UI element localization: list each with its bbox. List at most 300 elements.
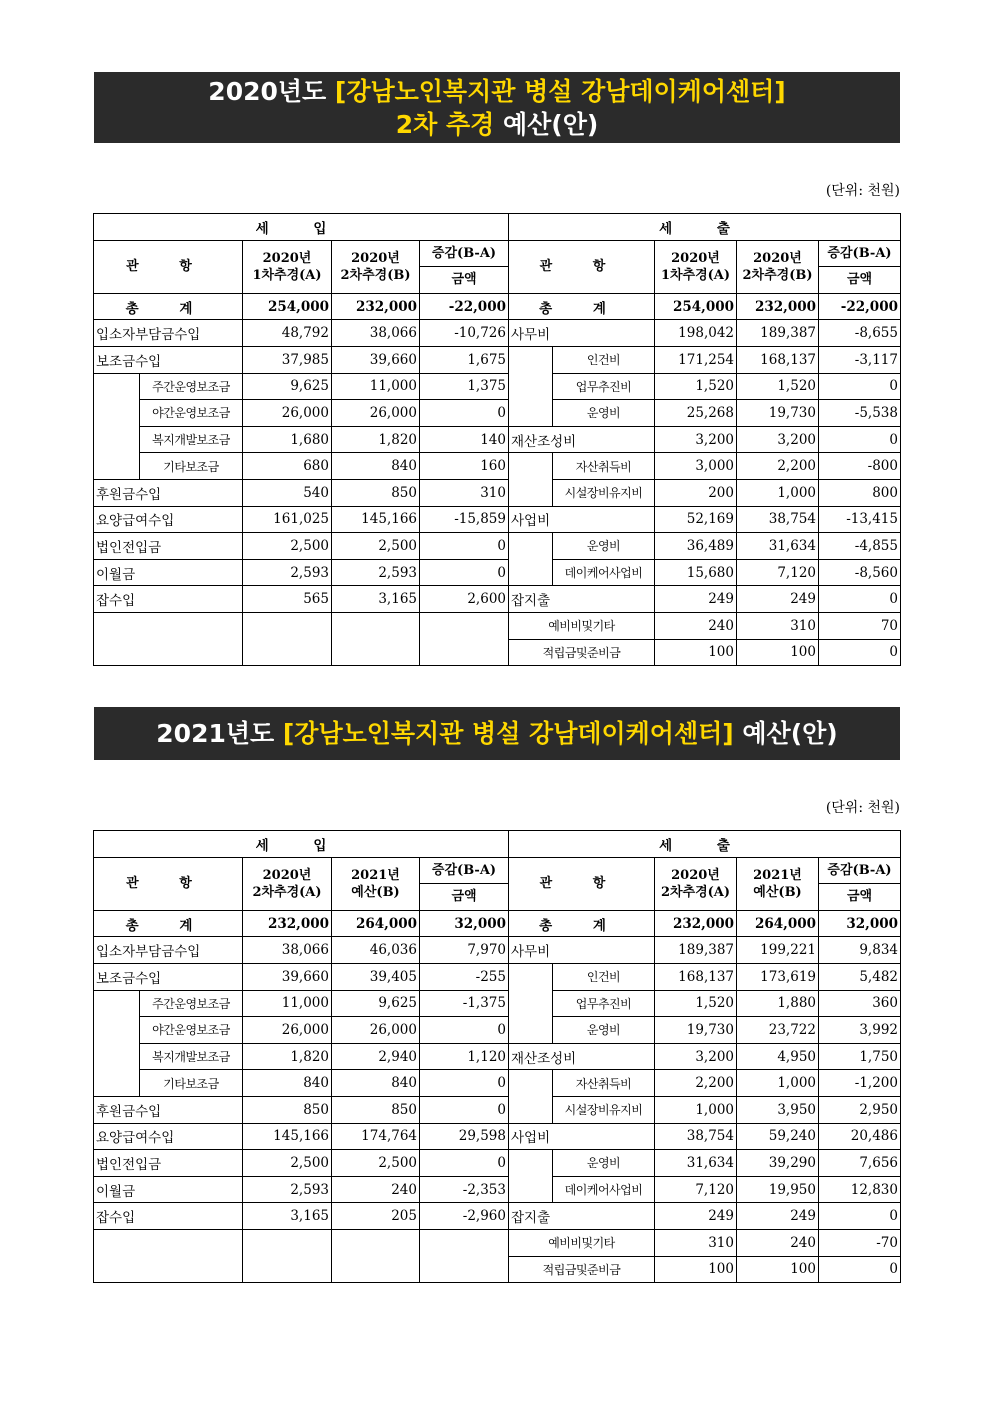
expense-total-diff: 32,000 [819, 910, 901, 937]
expense-value-diff: 360 [819, 990, 901, 1017]
expense-subitem-label: 업무추진비 [553, 990, 655, 1017]
table-row [94, 426, 901, 453]
table-row [94, 373, 901, 400]
expense-section-header: 세 출 [509, 831, 901, 858]
expense-item-label: 사무비 [509, 937, 655, 964]
expense-total-diff: -22,000 [819, 293, 901, 320]
income-item-label: 법인전입금 [94, 1150, 243, 1177]
expense-value-b: 1,520 [737, 373, 819, 400]
income-value-a: 840 [243, 1070, 332, 1097]
income-value-diff: 0 [420, 1017, 509, 1044]
title-suffix: 예산(안) [494, 110, 599, 139]
indent-cell [509, 963, 553, 990]
title-year: 2021년도 [156, 719, 283, 748]
income-item-label: 보조금수입 [94, 963, 243, 990]
title-line-1 [94, 75, 900, 108]
indent-cell [509, 533, 553, 560]
title-revision: 2차 추경 [395, 110, 495, 139]
income-value-b: 2,940 [332, 1043, 420, 1070]
expense-item-label: 사무비 [509, 320, 655, 347]
expense-subitem-label: 운영비 [553, 533, 655, 560]
expense-value-a: 189,387 [655, 937, 737, 964]
table-row [94, 346, 901, 373]
expense-col-b-header: 2021년 예산(B) [737, 857, 819, 910]
income-amount-header: 금액 [420, 884, 509, 911]
expense-value-b: 2,200 [737, 453, 819, 480]
expense-subitem-label: 인건비 [553, 963, 655, 990]
expense-category-header: 관 항 [509, 240, 655, 293]
expense-value-diff: 9,834 [819, 937, 901, 964]
expense-col-a-header: 2020년 1차추경(A) [655, 240, 737, 293]
expense-item-label: 잡지출 [509, 1203, 655, 1230]
title-org: [강남노인복지관 병설 강남데이케어센터] [334, 77, 786, 106]
expense-subitem-label: 자산취득비 [553, 453, 655, 480]
income-value-b: 850 [332, 1096, 420, 1123]
expense-value-a: 1,520 [655, 373, 737, 400]
expense-value-a: 240 [655, 612, 737, 639]
expense-subitem-label: 시설장비유지비 [553, 1096, 655, 1123]
income-value-a: 540 [243, 479, 332, 506]
indent-cell [509, 1176, 553, 1203]
expense-total-a: 232,000 [655, 910, 737, 937]
expense-section-header: 세 출 [509, 214, 901, 241]
expense-total-b: 264,000 [737, 910, 819, 937]
indent-cell [94, 1070, 140, 1097]
income-item-label: 잡수입 [94, 586, 243, 613]
expense-col-a-header: 2020년 2차추경(A) [655, 857, 737, 910]
table-row [94, 1043, 901, 1070]
empty-cell [420, 612, 509, 665]
title-year: 2020년도 [208, 77, 335, 106]
income-total-b: 232,000 [332, 293, 420, 320]
income-value-a: 3,165 [243, 1203, 332, 1230]
expense-value-b: 31,634 [737, 533, 819, 560]
expense-item-label: 재산조성비 [509, 1043, 655, 1070]
expense-value-a: 100 [655, 1256, 737, 1283]
expense-total-b: 232,000 [737, 293, 819, 320]
income-subitem-label: 야간운영보조금 [140, 400, 243, 427]
income-value-a: 38,066 [243, 937, 332, 964]
expense-value-diff: -70 [819, 1229, 901, 1256]
indent-cell [509, 479, 553, 506]
expense-value-a: 3,200 [655, 1043, 737, 1070]
income-total-diff: -22,000 [420, 293, 509, 320]
expense-value-a: 1,520 [655, 990, 737, 1017]
income-value-diff: 160 [420, 453, 509, 480]
expense-total-a: 254,000 [655, 293, 737, 320]
income-subitem-label: 야간운영보조금 [140, 1017, 243, 1044]
income-diff-header: 증감(B-A) [420, 240, 509, 267]
expense-value-diff: 800 [819, 479, 901, 506]
expense-category-header: 관 항 [509, 857, 655, 910]
expense-subitem-label: 업무추진비 [553, 373, 655, 400]
table-row [94, 963, 901, 990]
expense-value-b: 1,000 [737, 479, 819, 506]
expense-value-b: 3,200 [737, 426, 819, 453]
expense-value-diff: 5,482 [819, 963, 901, 990]
expense-value-a: 310 [655, 1229, 737, 1256]
empty-cell [332, 1229, 420, 1282]
table-row [94, 1096, 901, 1123]
indent-cell [94, 400, 140, 427]
expense-value-b: 23,722 [737, 1017, 819, 1044]
income-value-a: 9,625 [243, 373, 332, 400]
expense-value-a: 200 [655, 479, 737, 506]
budget-2020-title-banner [94, 72, 900, 143]
expense-value-a: 36,489 [655, 533, 737, 560]
title-org: [강남노인복지관 병설 강남데이케어센터] [282, 719, 734, 748]
income-value-b: 145,166 [332, 506, 420, 533]
budget-table-2021 [93, 830, 901, 1283]
table-row [94, 479, 901, 506]
income-value-b: 26,000 [332, 400, 420, 427]
expense-value-b: 7,120 [737, 559, 819, 586]
income-value-b: 850 [332, 479, 420, 506]
income-item-label: 이월금 [94, 559, 243, 586]
expense-value-b: 3,950 [737, 1096, 819, 1123]
income-value-b: 38,066 [332, 320, 420, 347]
expense-amount-header: 금액 [819, 884, 901, 911]
expense-value-diff: -5,538 [819, 400, 901, 427]
empty-cell [332, 612, 420, 665]
table-row [94, 1203, 901, 1230]
expense-value-diff: 0 [819, 1256, 901, 1283]
budget-2021-title-banner [94, 707, 900, 760]
income-value-diff: 1,375 [420, 373, 509, 400]
expense-value-b: 249 [737, 586, 819, 613]
income-value-b: 39,405 [332, 963, 420, 990]
expense-value-a: 100 [655, 639, 737, 666]
expense-value-b: 189,387 [737, 320, 819, 347]
total-row [94, 293, 901, 320]
budget-table-2020 [93, 213, 901, 666]
expense-value-diff: -8,655 [819, 320, 901, 347]
expense-value-a: 168,137 [655, 963, 737, 990]
income-item-label: 이월금 [94, 1176, 243, 1203]
table-row [94, 453, 901, 480]
income-item-label: 요양급여수입 [94, 1123, 243, 1150]
indent-cell [509, 1096, 553, 1123]
expense-item-label: 적립금및준비금 [509, 1256, 655, 1283]
expense-value-b: 310 [737, 612, 819, 639]
income-value-b: 840 [332, 453, 420, 480]
income-value-b: 9,625 [332, 990, 420, 1017]
expense-diff-header: 증감(B-A) [819, 240, 901, 267]
income-item-label: 입소자부담금수입 [94, 937, 243, 964]
indent-cell [94, 990, 140, 1017]
expense-value-diff: 20,486 [819, 1123, 901, 1150]
expense-value-diff: 0 [819, 586, 901, 613]
indent-cell [509, 559, 553, 586]
title-suffix: 예산(안) [733, 719, 838, 748]
expense-value-a: 3,000 [655, 453, 737, 480]
table-row [94, 559, 901, 586]
expense-item-label: 잡지출 [509, 586, 655, 613]
income-col-b-header: 2020년 2차추경(B) [332, 240, 420, 293]
empty-cell [420, 1229, 509, 1282]
expense-value-diff: -800 [819, 453, 901, 480]
expense-value-b: 100 [737, 639, 819, 666]
expense-subitem-label: 데이케어사업비 [553, 559, 655, 586]
indent-cell [94, 1043, 140, 1070]
income-total-label: 총 계 [94, 910, 243, 937]
income-value-a: 48,792 [243, 320, 332, 347]
expense-value-a: 1,000 [655, 1096, 737, 1123]
expense-value-diff: 12,830 [819, 1176, 901, 1203]
income-value-a: 11,000 [243, 990, 332, 1017]
table-row [94, 1176, 901, 1203]
income-category-header: 관 항 [94, 857, 243, 910]
income-category-header: 관 항 [94, 240, 243, 293]
expense-value-diff: -1,200 [819, 1070, 901, 1097]
indent-cell [509, 1070, 553, 1097]
expense-value-diff: 0 [819, 426, 901, 453]
expense-value-a: 25,268 [655, 400, 737, 427]
expense-value-a: 198,042 [655, 320, 737, 347]
expense-subitem-label: 운영비 [553, 1150, 655, 1177]
expense-value-b: 19,730 [737, 400, 819, 427]
income-subitem-label: 복지개발보조금 [140, 1043, 243, 1070]
income-subitem-label: 기타보조금 [140, 1070, 243, 1097]
expense-item-label: 적립금및준비금 [509, 639, 655, 666]
indent-cell [509, 990, 553, 1017]
income-value-b: 840 [332, 1070, 420, 1097]
expense-value-b: 168,137 [737, 346, 819, 373]
table-row [94, 1123, 901, 1150]
income-item-label: 후원금수입 [94, 479, 243, 506]
income-value-diff: 29,598 [420, 1123, 509, 1150]
income-value-a: 850 [243, 1096, 332, 1123]
income-value-a: 2,593 [243, 1176, 332, 1203]
income-total-b: 264,000 [332, 910, 420, 937]
expense-value-diff: 3,992 [819, 1017, 901, 1044]
expense-value-a: 19,730 [655, 1017, 737, 1044]
income-value-a: 565 [243, 586, 332, 613]
income-value-a: 1,680 [243, 426, 332, 453]
expense-value-diff: 1,750 [819, 1043, 901, 1070]
income-value-b: 2,500 [332, 1150, 420, 1177]
expense-value-b: 249 [737, 1203, 819, 1230]
income-value-b: 39,660 [332, 346, 420, 373]
income-value-a: 2,500 [243, 533, 332, 560]
income-total-a: 232,000 [243, 910, 332, 937]
expense-item-label: 사업비 [509, 1123, 655, 1150]
empty-cell [243, 612, 332, 665]
income-value-b: 26,000 [332, 1017, 420, 1044]
income-col-a-header: 2020년 1차추경(A) [243, 240, 332, 293]
expense-value-diff: 0 [819, 639, 901, 666]
expense-value-diff: -4,855 [819, 533, 901, 560]
income-value-diff: 0 [420, 400, 509, 427]
expense-value-b: 240 [737, 1229, 819, 1256]
unit-label: (단위: 천원) [825, 800, 900, 816]
income-value-diff: -2,353 [420, 1176, 509, 1203]
income-value-b: 2,500 [332, 533, 420, 560]
income-value-diff: 2,600 [420, 586, 509, 613]
table-row [94, 320, 901, 347]
table-row [94, 990, 901, 1017]
column-header-row [94, 857, 901, 884]
income-value-diff: 0 [420, 1070, 509, 1097]
indent-cell [509, 1150, 553, 1177]
title-line-2 [94, 108, 900, 141]
expense-value-a: 52,169 [655, 506, 737, 533]
income-item-label: 잡수입 [94, 1203, 243, 1230]
expense-col-b-header: 2020년 2차추경(B) [737, 240, 819, 293]
expense-value-b: 199,221 [737, 937, 819, 964]
expense-value-a: 249 [655, 586, 737, 613]
income-value-diff: 7,970 [420, 937, 509, 964]
income-value-diff: -2,960 [420, 1203, 509, 1230]
income-col-b-header: 2021년 예산(B) [332, 857, 420, 910]
income-value-b: 174,764 [332, 1123, 420, 1150]
table-row [94, 1229, 901, 1256]
expense-total-label: 총 계 [509, 910, 655, 937]
indent-cell [94, 1017, 140, 1044]
expense-value-b: 39,290 [737, 1150, 819, 1177]
income-value-a: 26,000 [243, 400, 332, 427]
expense-value-a: 2,200 [655, 1070, 737, 1097]
indent-cell [509, 400, 553, 427]
income-subitem-label: 주간운영보조금 [140, 373, 243, 400]
expense-value-b: 173,619 [737, 963, 819, 990]
expense-value-diff: 2,950 [819, 1096, 901, 1123]
income-value-a: 2,500 [243, 1150, 332, 1177]
expense-subitem-label: 운영비 [553, 1017, 655, 1044]
expense-value-a: 15,680 [655, 559, 737, 586]
income-value-b: 11,000 [332, 373, 420, 400]
expense-diff-header: 증감(B-A) [819, 857, 901, 884]
income-item-label: 보조금수입 [94, 346, 243, 373]
table-row [94, 1070, 901, 1097]
expense-item-label: 예비비및기타 [509, 1229, 655, 1256]
table-row [94, 937, 901, 964]
expense-value-a: 3,200 [655, 426, 737, 453]
expense-amount-header: 금액 [819, 267, 901, 294]
indent-cell [509, 346, 553, 373]
indent-cell [94, 426, 140, 453]
expense-value-diff: 70 [819, 612, 901, 639]
expense-value-diff: 0 [819, 1203, 901, 1230]
expense-total-label: 총 계 [509, 293, 655, 320]
indent-cell [94, 373, 140, 400]
indent-cell [509, 453, 553, 480]
empty-cell [94, 612, 243, 665]
income-section-header: 세 입 [94, 214, 509, 241]
expense-value-diff: 7,656 [819, 1150, 901, 1177]
income-value-a: 37,985 [243, 346, 332, 373]
unit-label: (단위: 천원) [825, 183, 900, 199]
expense-subitem-label: 시설장비유지비 [553, 479, 655, 506]
expense-value-diff: 0 [819, 373, 901, 400]
expense-value-b: 1,000 [737, 1070, 819, 1097]
indent-cell [509, 1017, 553, 1044]
table-row [94, 533, 901, 560]
income-value-b: 2,593 [332, 559, 420, 586]
expense-item-label: 사업비 [509, 506, 655, 533]
income-value-b: 3,165 [332, 586, 420, 613]
income-total-label: 총 계 [94, 293, 243, 320]
expense-subitem-label: 운영비 [553, 400, 655, 427]
income-value-b: 46,036 [332, 937, 420, 964]
expense-value-b: 4,950 [737, 1043, 819, 1070]
total-row [94, 910, 901, 937]
table-row [94, 1150, 901, 1177]
expense-value-diff: -13,415 [819, 506, 901, 533]
expense-item-label: 재산조성비 [509, 426, 655, 453]
income-value-a: 1,820 [243, 1043, 332, 1070]
income-col-a-header: 2020년 2차추경(A) [243, 857, 332, 910]
income-item-label: 요양급여수입 [94, 506, 243, 533]
expense-value-b: 19,950 [737, 1176, 819, 1203]
expense-value-a: 171,254 [655, 346, 737, 373]
table-row [94, 400, 901, 427]
income-value-a: 26,000 [243, 1017, 332, 1044]
expense-value-b: 38,754 [737, 506, 819, 533]
income-item-label: 입소자부담금수입 [94, 320, 243, 347]
table-row [94, 612, 901, 639]
income-total-diff: 32,000 [420, 910, 509, 937]
income-value-diff: 0 [420, 1096, 509, 1123]
income-value-diff: 310 [420, 479, 509, 506]
income-value-diff: 140 [420, 426, 509, 453]
indent-cell [94, 453, 140, 480]
income-value-diff: 0 [420, 1150, 509, 1177]
income-value-b: 240 [332, 1176, 420, 1203]
expense-value-a: 249 [655, 1203, 737, 1230]
column-header-row [94, 240, 901, 267]
income-value-b: 205 [332, 1203, 420, 1230]
empty-cell [243, 1229, 332, 1282]
expense-subitem-label: 데이케어사업비 [553, 1176, 655, 1203]
income-value-diff: -10,726 [420, 320, 509, 347]
income-value-a: 2,593 [243, 559, 332, 586]
income-value-diff: 0 [420, 533, 509, 560]
section-header-row [94, 831, 901, 858]
income-item-label: 법인전입금 [94, 533, 243, 560]
section-header-row [94, 214, 901, 241]
indent-cell [509, 373, 553, 400]
income-value-diff: 1,120 [420, 1043, 509, 1070]
income-value-b: 1,820 [332, 426, 420, 453]
income-item-label: 후원금수입 [94, 1096, 243, 1123]
income-value-a: 161,025 [243, 506, 332, 533]
expense-value-b: 100 [737, 1256, 819, 1283]
income-subitem-label: 주간운영보조금 [140, 990, 243, 1017]
income-value-a: 145,166 [243, 1123, 332, 1150]
table-row [94, 506, 901, 533]
income-value-diff: -255 [420, 963, 509, 990]
income-value-a: 680 [243, 453, 332, 480]
income-value-diff: -1,375 [420, 990, 509, 1017]
income-total-a: 254,000 [243, 293, 332, 320]
expense-value-b: 59,240 [737, 1123, 819, 1150]
income-subitem-label: 기타보조금 [140, 453, 243, 480]
expense-value-a: 31,634 [655, 1150, 737, 1177]
table-row [94, 1017, 901, 1044]
income-value-diff: 0 [420, 559, 509, 586]
income-subitem-label: 복지개발보조금 [140, 426, 243, 453]
expense-subitem-label: 자산취득비 [553, 1070, 655, 1097]
expense-value-a: 38,754 [655, 1123, 737, 1150]
income-section-header: 세 입 [94, 831, 509, 858]
income-amount-header: 금액 [420, 267, 509, 294]
expense-subitem-label: 인건비 [553, 346, 655, 373]
expense-value-a: 7,120 [655, 1176, 737, 1203]
expense-value-diff: -8,560 [819, 559, 901, 586]
income-diff-header: 증감(B-A) [420, 857, 509, 884]
income-value-diff: 1,675 [420, 346, 509, 373]
